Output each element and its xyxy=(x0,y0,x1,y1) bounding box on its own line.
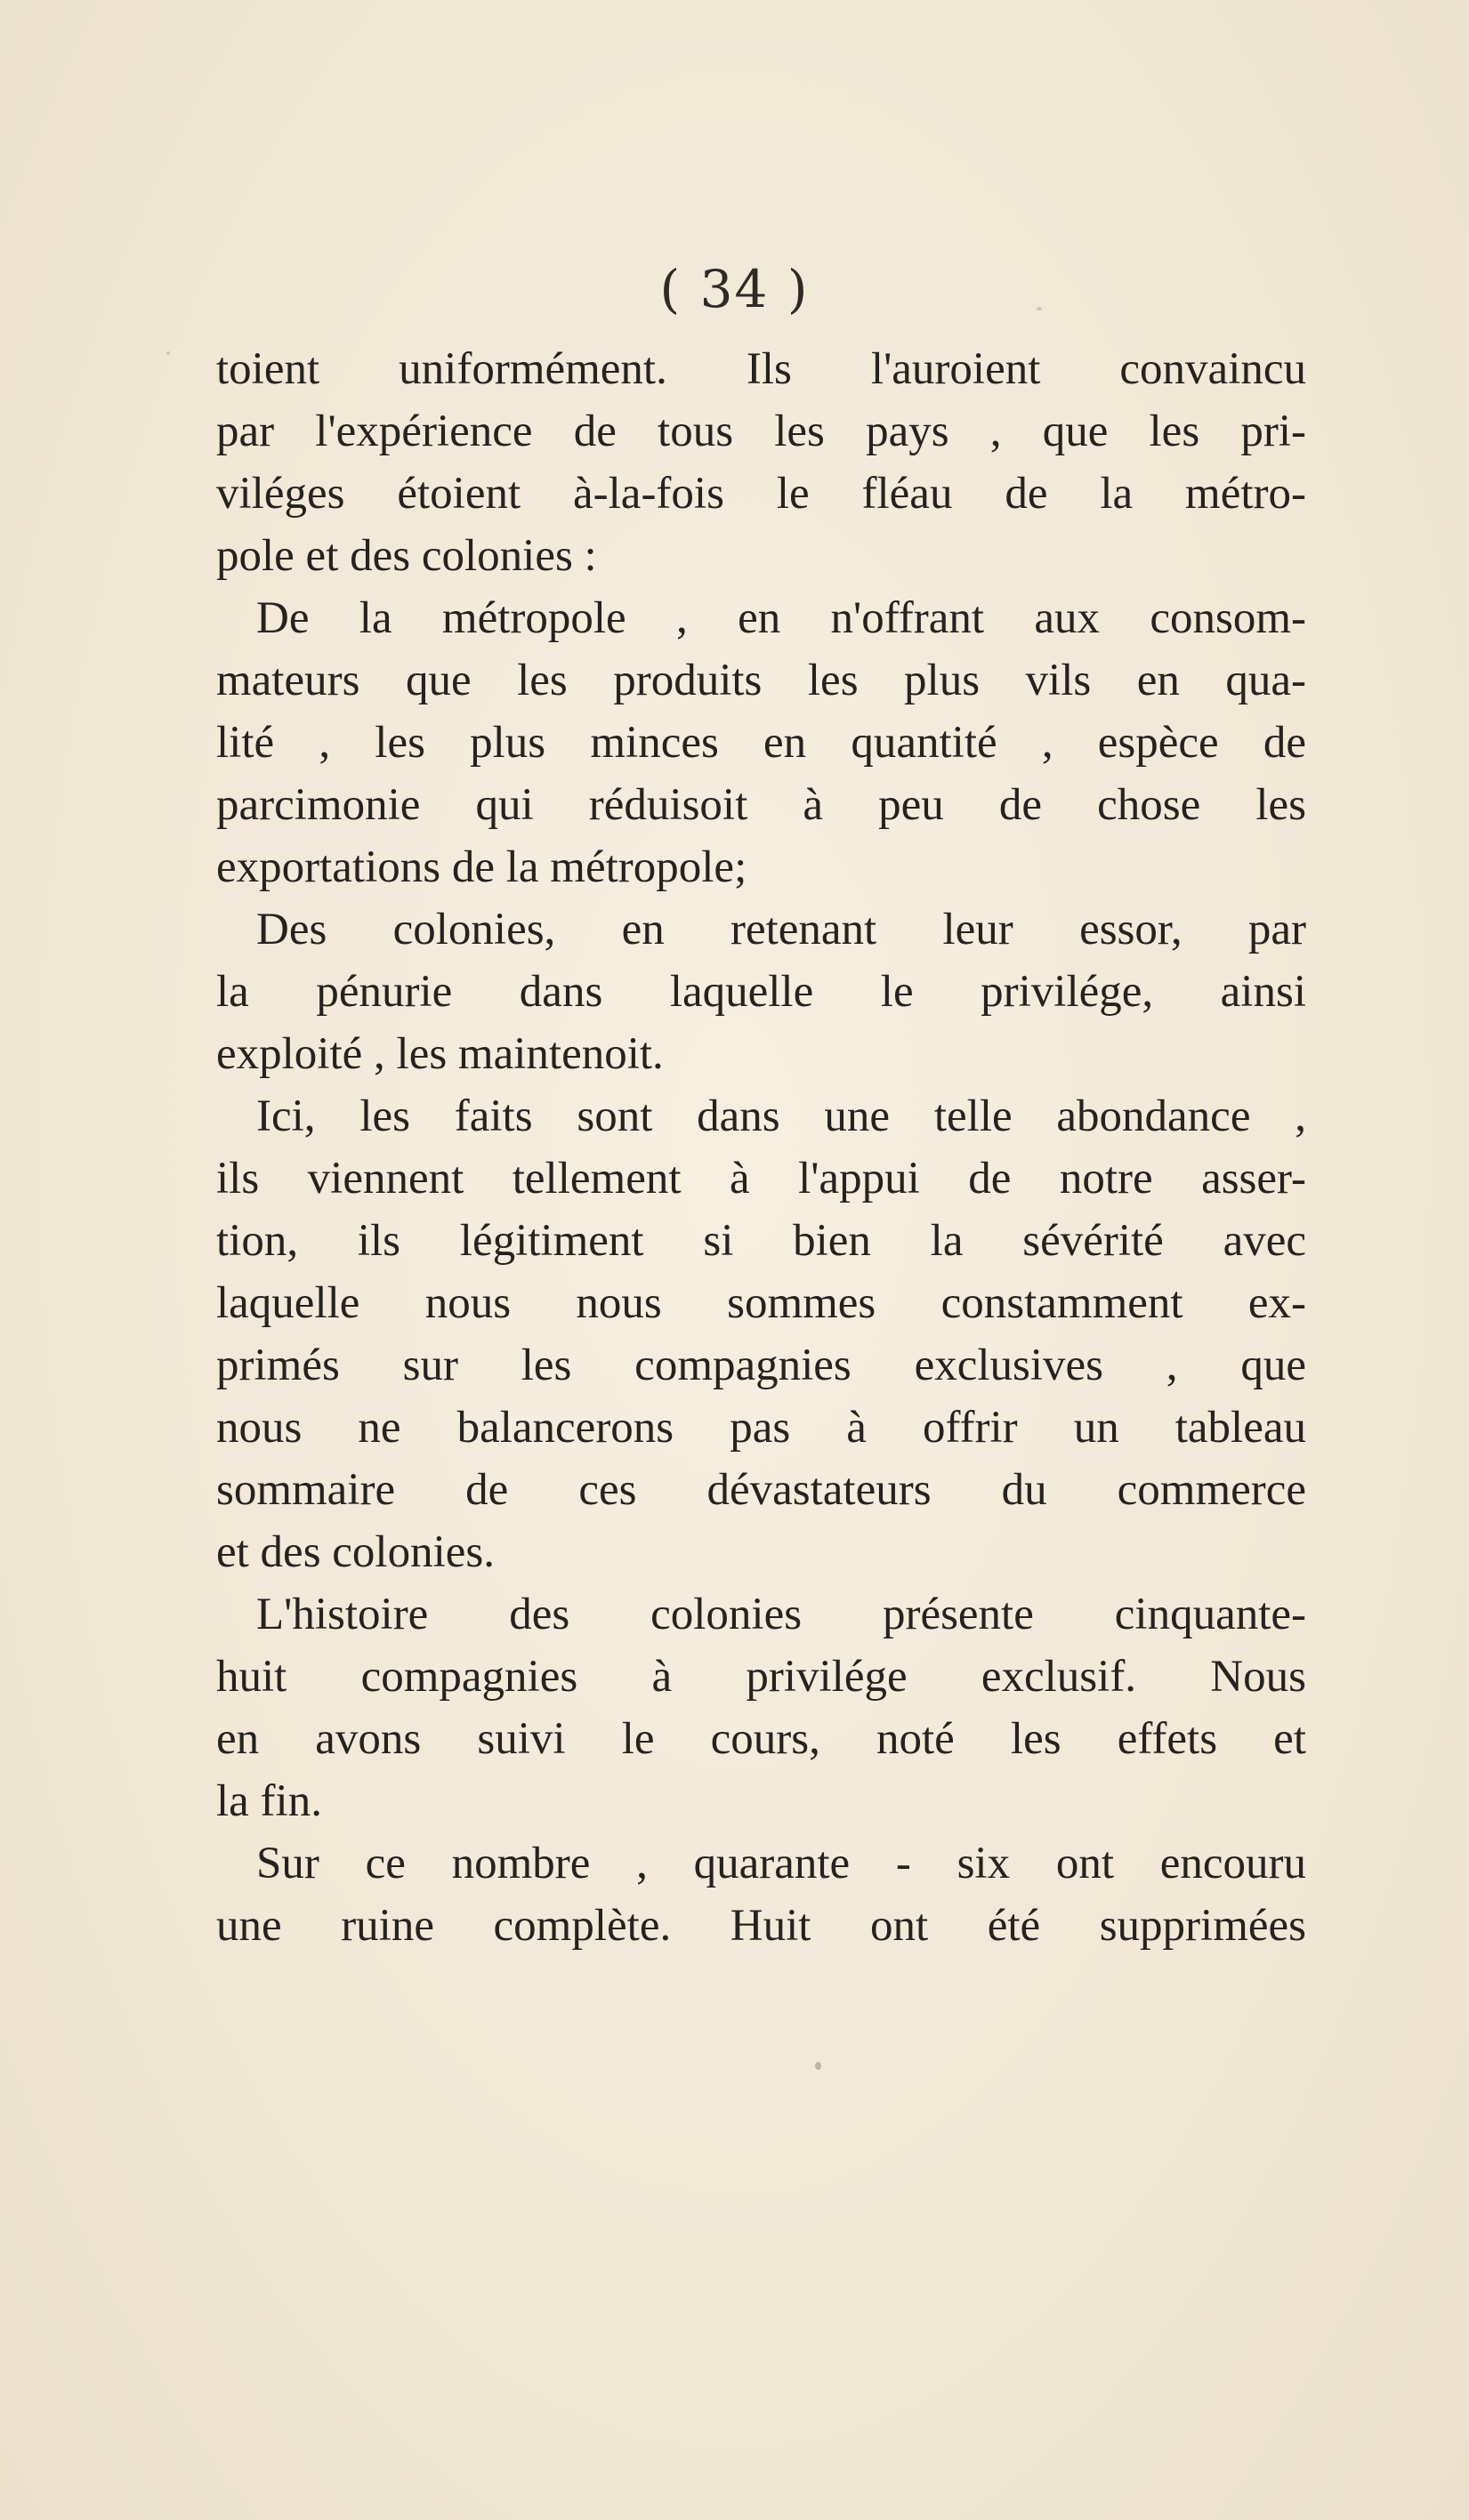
paper-speck xyxy=(815,2062,821,2070)
text-line: une ruine complète. Huit ont été supprimées xyxy=(216,1901,1306,1951)
text-line: ils viennent tellement à l'appui de notre asser- xyxy=(216,1154,1306,1204)
page-number-header: ( 34 ) xyxy=(659,259,810,319)
text-line: la fin. xyxy=(216,1776,322,1826)
text-line: exploité , les maintenoit. xyxy=(216,1029,664,1079)
text-line: la pénurie dans laquelle le privilége, ainsi xyxy=(216,967,1306,1017)
paper-speck xyxy=(166,351,170,355)
text-line: exportations de la métropole; xyxy=(216,842,747,892)
text-line: primés sur les compagnies exclusives , que xyxy=(216,1341,1306,1390)
text-line: Des colonies, en retenant leur essor, par xyxy=(256,905,1306,954)
text-line: toient uniformément. Ils l'auroient convaincu xyxy=(216,344,1306,394)
text-line: lité , les plus minces en quantité , espèce de xyxy=(216,718,1306,768)
text-line: par l'expérience de tous les pays , que les pri- xyxy=(216,407,1306,456)
text-line: tion, ils légitiment si bien la sévérité avec xyxy=(216,1216,1306,1266)
text-line: Sur ce nombre , quarante - six ont encouru xyxy=(256,1839,1306,1888)
text-line: en avons suivi le cours, noté les effets et xyxy=(216,1714,1306,1764)
text-line: parcimonie qui réduisoit à peu de chose les xyxy=(216,780,1306,830)
text-line: et des colonies. xyxy=(216,1527,495,1577)
text-line: sommaire de ces dévastateurs du commerce xyxy=(216,1465,1306,1515)
text-line: Ici, les faits sont dans une telle abondance , xyxy=(256,1091,1306,1141)
text-line: mateurs que les produits les plus vils en qua- xyxy=(216,656,1306,705)
text-line: L'histoire des colonies présente cinquante- xyxy=(256,1590,1306,1639)
paper-speck xyxy=(1037,307,1042,310)
body-text xyxy=(216,338,1306,1957)
text-line: huit compagnies à privilége exclusif. Nous xyxy=(216,1652,1306,1702)
text-line: laquelle nous nous sommes constamment ex- xyxy=(216,1278,1306,1328)
text-line: pole et des colonies : xyxy=(216,531,597,581)
text-line: viléges étoient à-la-fois le fléau de la métro- xyxy=(216,469,1306,519)
text-line: nous ne balancerons pas à offrir un tableau xyxy=(216,1403,1306,1453)
text-line: De la métropole , en n'offrant aux consom- xyxy=(256,593,1306,643)
